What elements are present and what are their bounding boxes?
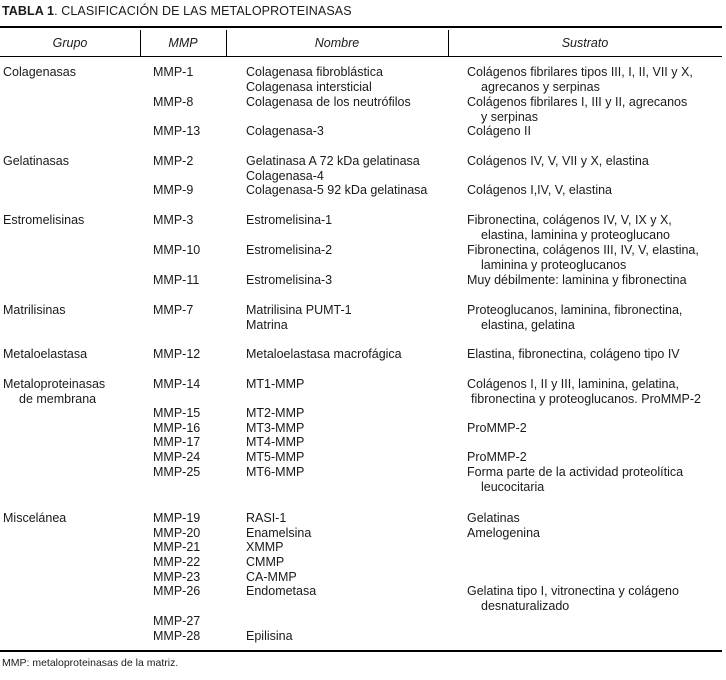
nombre-cell: CA-MMP: [246, 570, 297, 584]
sustrato-cell: Fibronectina, colágenos III, IV, V, elastina, laminina y proteoglucanos: [467, 243, 699, 272]
mmp-cell: MMP-23: [153, 570, 201, 584]
nombre-cell: Gelatinasa A 72 kDa gelatinasa Colagenasa-4: [246, 154, 420, 183]
sustrato-cell: ProMMP-2: [467, 421, 527, 435]
sustrato-cell: Forma parte de la actividad proteolítica leucocitaria: [467, 465, 684, 494]
nombre-cell: Enamelsina: [246, 526, 312, 540]
nombre-cell: MT6-MMP: [246, 465, 305, 479]
mmp-cell: MMP-15: [153, 406, 201, 420]
sustrato-cell: Colágenos fibrilares tipos III, I, II, VII y X, agrecanos y serpinas: [467, 65, 693, 94]
mmp-cell: MMP-16: [153, 421, 201, 435]
footnote: MMP: metaloproteinasas de la matriz.: [2, 657, 179, 669]
nombre-cell: MT5-MMP: [246, 450, 305, 464]
nombre-cell: Estromelisina-3: [246, 273, 333, 287]
nombre-cell: MT4-MMP: [246, 435, 305, 449]
mmp-cell: MMP-27: [153, 614, 201, 628]
mmp-cell: MMP-3: [153, 213, 194, 227]
sustrato-cell: Colágenos I,IV, V, elastina: [467, 183, 613, 197]
nombre-cell: MT3-MMP: [246, 421, 305, 435]
nombre-cell: Colagenasa de los neutrófilos: [246, 95, 411, 109]
mmp-cell: MMP-1: [153, 65, 194, 79]
group-label: Colagenasas: [3, 65, 76, 79]
bottom-rule: [0, 650, 722, 652]
mmp-cell: MMP-7: [153, 303, 194, 317]
top-rule: [0, 26, 722, 28]
sustrato-cell: ProMMP-2: [467, 450, 527, 464]
nombre-cell: MT1-MMP: [246, 377, 305, 391]
mmp-cell: MMP-28: [153, 629, 201, 643]
nombre-cell: RASI-1: [246, 511, 287, 525]
header-grupo: Grupo: [52, 36, 88, 50]
nombre-cell: Estromelisina-2: [246, 243, 333, 257]
mmp-cell: MMP-26: [153, 584, 201, 598]
sustrato-cell: Colágenos fibrilares I, III y II, agrecanos y serpinas: [467, 95, 688, 124]
mmp-cell: MMP-24: [153, 450, 201, 464]
group-label: Matrilisinas: [3, 303, 66, 317]
sustrato-cell: Proteoglucanos, laminina, fibronectina, elastina, gelatina: [467, 303, 683, 332]
table-number: TABLA 1: [2, 4, 55, 18]
mmp-cell: MMP-22: [153, 555, 201, 569]
header-rule: [0, 56, 722, 57]
nombre-cell: Matrilisina PUMT-1 Matrina: [246, 303, 352, 332]
nombre-cell: Colagenasa fibroblástica Colagenasa intersticial: [246, 65, 383, 94]
group-label: Miscelánea: [3, 511, 67, 525]
nombre-cell: Colagenasa-3: [246, 124, 324, 138]
group-label: Metaloproteinasas de membrana: [3, 377, 106, 406]
nombre-cell: Endometasa: [246, 584, 317, 598]
nombre-cell: Epilisina: [246, 629, 293, 643]
header-sustrato: Sustrato: [561, 36, 609, 50]
table-title: [2, 4, 352, 18]
mmp-cell: MMP-17: [153, 435, 201, 449]
mmp-cell: MMP-10: [153, 243, 201, 257]
mmp-cell: MMP-8: [153, 95, 194, 109]
sustrato-cell: Gelatinas: [467, 511, 520, 525]
nombre-cell: XMMP: [246, 540, 284, 554]
sustrato-cell: Fibronectina, colágenos IV, V, IX y X, elastina, laminina y proteoglucano: [467, 213, 672, 242]
nombre-cell: Metaloelastasa macrofágica: [246, 347, 402, 361]
mmp-cell: MMP-12: [153, 347, 201, 361]
sustrato-cell: Muy débilmente: laminina y fibronectina: [467, 273, 687, 287]
sustrato-cell: Colágeno II: [467, 124, 531, 138]
table-title-text: . CLASIFICACIÓN DE LAS METALOPROTEINASAS: [54, 4, 352, 18]
nombre-cell: Colagenasa-5 92 kDa gelatinasa: [246, 183, 428, 197]
mmp-cell: MMP-19: [153, 511, 201, 525]
sustrato-cell: Elastina, fibronectina, colágeno tipo IV: [467, 347, 680, 361]
mmp-cell: MMP-20: [153, 526, 201, 540]
nombre-cell: MT2-MMP: [246, 406, 305, 420]
mmp-cell: MMP-14: [153, 377, 201, 391]
nombre-cell: CMMP: [246, 555, 285, 569]
nombre-cell: Estromelisina-1: [246, 213, 333, 227]
group-label: Estromelisinas: [3, 213, 85, 227]
group-label: Gelatinasas: [3, 154, 70, 168]
mmp-cell: MMP-25: [153, 465, 201, 479]
sustrato-cell: Amelogenina: [467, 526, 540, 540]
header-nombre: Nombre: [314, 36, 360, 50]
mmp-cell: MMP-21: [153, 540, 201, 554]
mmp-cell: MMP-2: [153, 154, 194, 168]
mmp-cell: MMP-9: [153, 183, 194, 197]
sustrato-cell: Gelatina tipo I, vitronectina y colágeno desnaturalizado: [467, 584, 679, 613]
mmp-cell: MMP-11: [153, 273, 200, 287]
table-header: [0, 30, 722, 56]
group-label: Metaloelastasa: [3, 347, 88, 361]
sustrato-cell: Colágenos I, II y III, laminina, gelatina, fibronectina y proteoglucanos. ProMMP-2: [467, 377, 701, 406]
sustrato-cell: Colágenos IV, V, VII y X, elastina: [467, 154, 649, 168]
mmp-cell: MMP-13: [153, 124, 201, 138]
header-mmp: MMP: [168, 36, 198, 50]
